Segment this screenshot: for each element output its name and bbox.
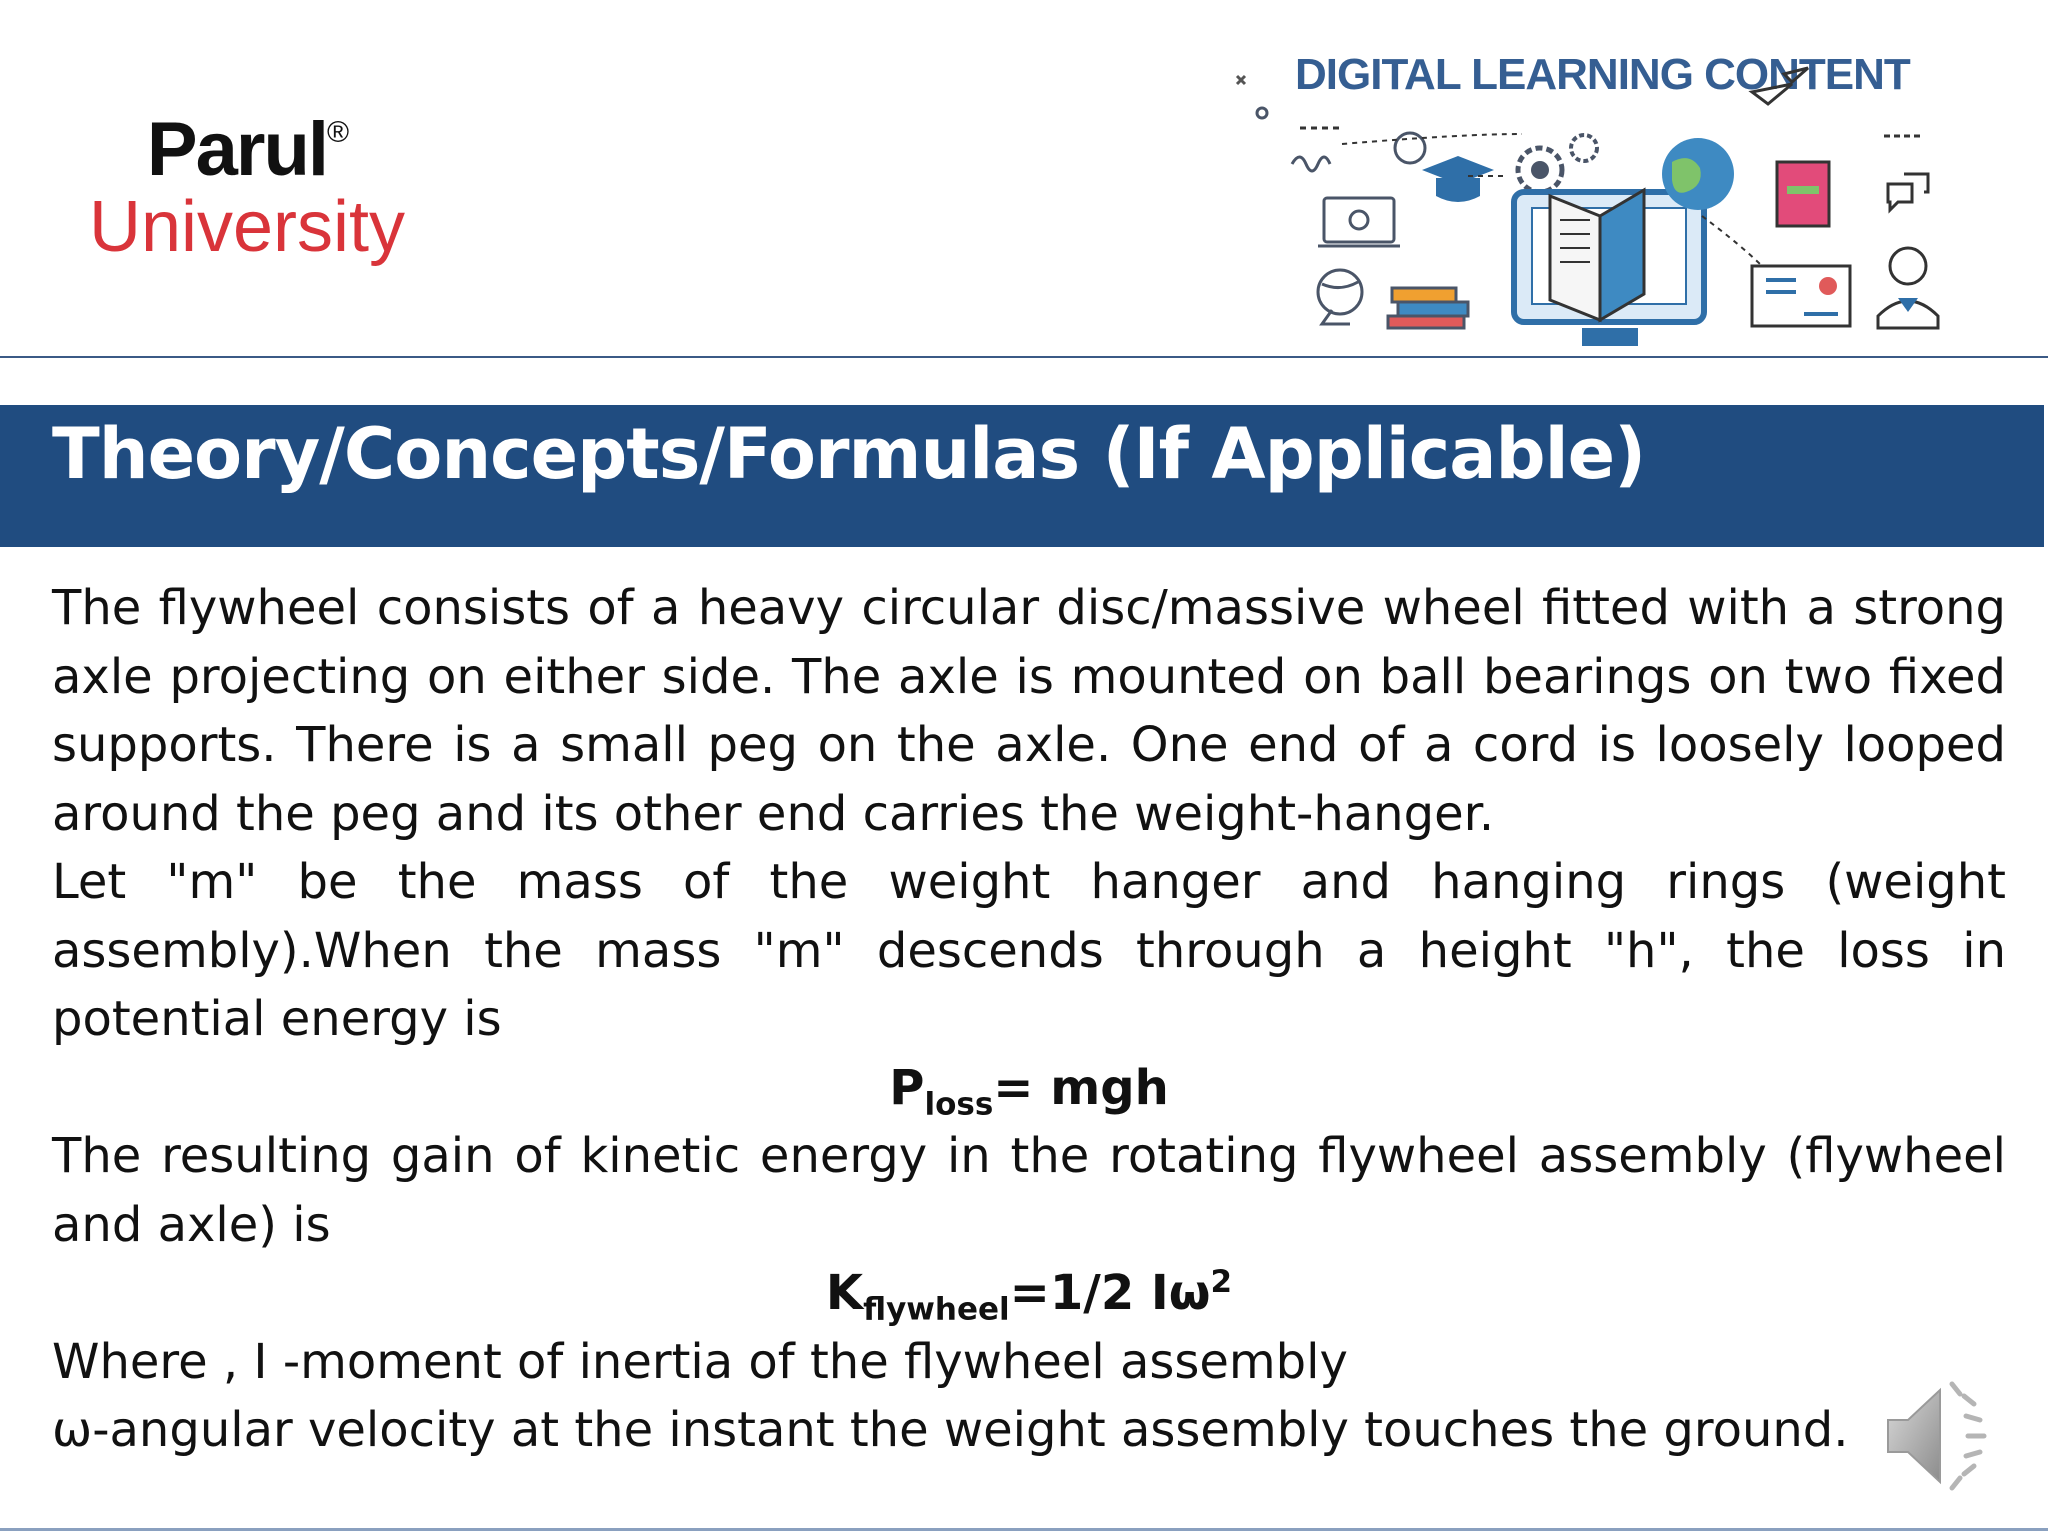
formula-potential-loss: $P_{loss}=$ mgh bbox=[889, 1059, 1169, 1123]
paragraph-kinetic-energy: The resulting gain of kinetic energy in the rotating flywheel assembly (flywheel and axle) is bbox=[52, 1128, 2006, 1253]
body-content bbox=[52, 574, 2006, 1465]
line-angular-velocity: ω-angular velocity at the instant the weight assembly touches the ground. bbox=[52, 1402, 1849, 1458]
formula-kinetic-energy: $K_{flywheel}=1/2$ $I\omega^2$ bbox=[825, 1264, 1233, 1328]
registered-mark: ® bbox=[326, 116, 348, 149]
header-divider bbox=[0, 356, 2048, 358]
speaker-icon[interactable] bbox=[1882, 1376, 1992, 1496]
logo-university: University bbox=[88, 187, 406, 267]
logo-name: Parul® bbox=[146, 107, 348, 192]
paragraph-potential-energy: Let "m" be the mass of the weight hanger and hanging rings (weight assembly).When the mass "m" descends through a height "h", the loss in potential energy is bbox=[52, 854, 2006, 1047]
dlc-title: DIGITAL LEARNING CONTENT bbox=[1295, 50, 1910, 99]
line-moment-of-inertia: Where , I -moment of inertia of the flywheel assembly bbox=[52, 1333, 1348, 1390]
section-banner bbox=[0, 405, 2044, 547]
footer-divider bbox=[0, 1528, 2048, 1531]
section-title: Theory/Concepts/Formulas (If Applicable) bbox=[52, 413, 1646, 495]
paragraph-description: The flywheel consists of a heavy circular disc/massive wheel fitted with a strong axle projecting on either side. The axle is mounted on ball bearings on two fixed supports. There is a small peg on the axle. One end of a cord is loosely looped around the peg and its other end carries the weight-hanger. bbox=[52, 580, 2006, 842]
university-logo bbox=[82, 107, 412, 267]
digital-learning-illustration bbox=[1232, 66, 1952, 362]
